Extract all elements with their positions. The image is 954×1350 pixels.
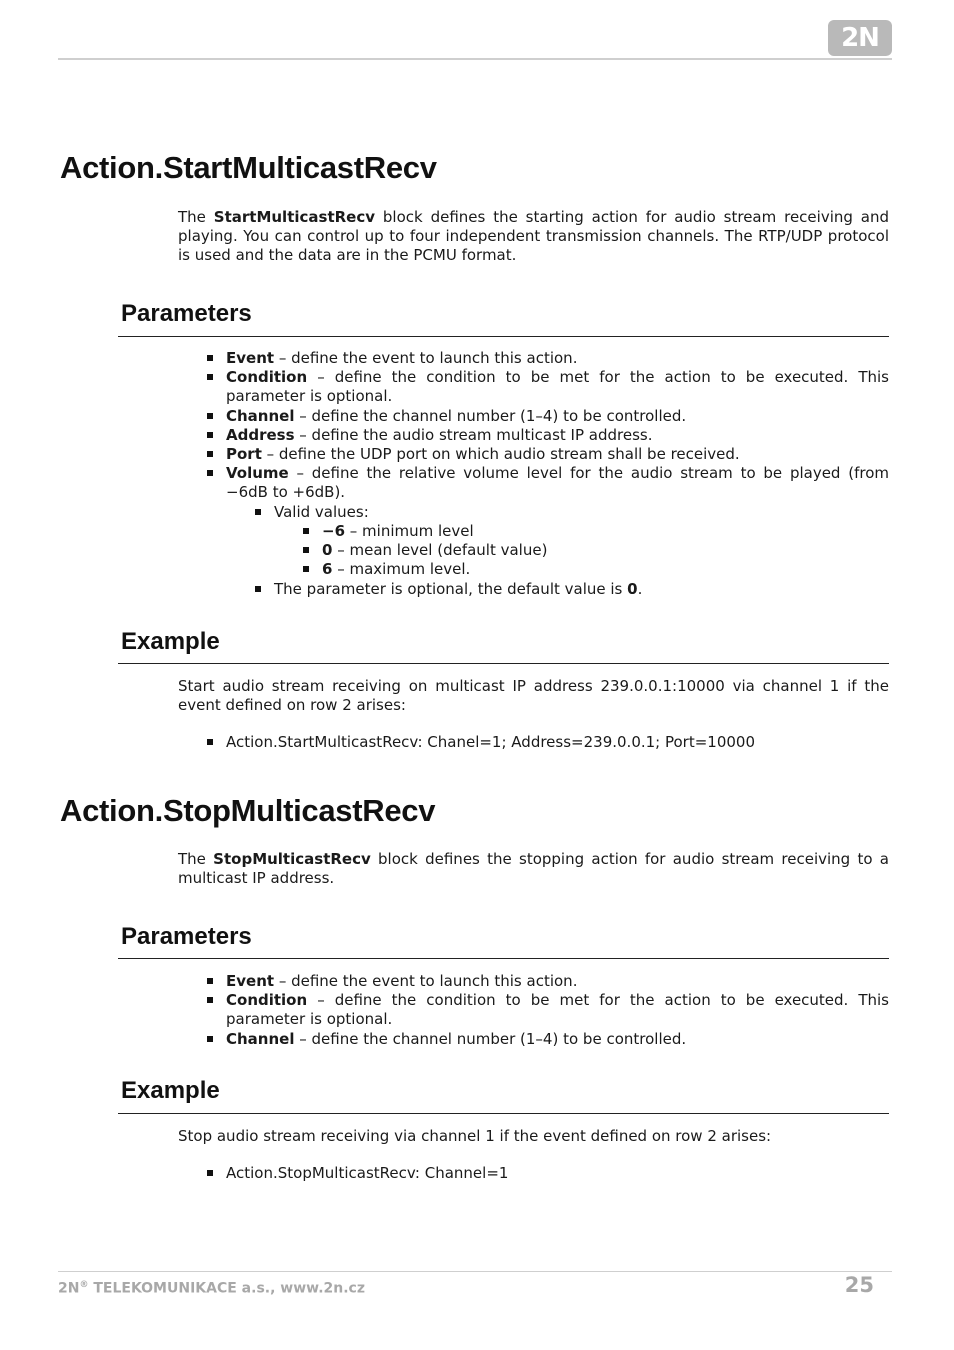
value-desc: – minimum level: [345, 522, 474, 540]
param-desc: – define the event to launch this action.: [274, 349, 578, 367]
param-desc: – define the UDP port on which audio stream shall be received.: [261, 445, 740, 464]
section-title-start: Action.StartMulticastRecv: [60, 150, 437, 185]
param-name: Event: [226, 349, 275, 367]
bullet-icon: [207, 1036, 213, 1042]
param-desc: – define the condition to be met for the action to be executed. This parameter is optional.: [226, 991, 889, 1029]
list-item: [226, 368, 889, 406]
heading-rule: [118, 1113, 889, 1114]
footer-company: [58, 1280, 365, 1297]
heading-rule: [118, 663, 889, 664]
valid-values-label: Valid values:: [274, 503, 369, 521]
header-divider: [58, 58, 892, 60]
heading-rule: [118, 958, 889, 959]
bullet-icon: [207, 470, 213, 476]
page-number: 25: [844, 1273, 874, 1297]
example-heading-stop: Example: [121, 1077, 220, 1104]
valid-values-list: [274, 503, 889, 522]
bullet-icon: [303, 566, 309, 572]
param-name: Channel: [226, 1029, 295, 1048]
bullet-icon: [207, 374, 213, 380]
bullet-icon: [303, 528, 309, 534]
footer-brand: 2N: [58, 1280, 80, 1297]
param-desc: – define the audio stream multicast IP address.: [294, 425, 653, 444]
intro-text: The: [178, 850, 214, 868]
bullet-icon: [207, 355, 213, 361]
note-text: .: [637, 580, 643, 598]
bullet-icon: [207, 451, 213, 457]
2n-logo: [828, 20, 892, 56]
example-code-list-start: [226, 733, 889, 752]
parameters-list-stop: [226, 972, 889, 1049]
list-item: [226, 1030, 889, 1049]
section-title-stop: Action.StopMulticastRecv: [60, 793, 436, 828]
list-item: [322, 522, 889, 541]
list-item: [226, 972, 889, 991]
param-name: Condition: [226, 368, 308, 387]
intro-text: The: [178, 208, 214, 226]
parameters-list-start: [226, 349, 889, 503]
intro-keyword: StartMulticastRecv: [213, 208, 376, 226]
intro-text: block defines the starting action for audio stream receiving and playing. You can control up to four independent transmission channels. The RTP/UDP protocol is used and the data are in the PCMU format.: [178, 208, 889, 265]
intro-text: block defines the stopping action for audio stream receiving to a multicast IP address.: [178, 850, 889, 888]
intro-keyword: StopMulticastRecv: [213, 850, 371, 868]
example-code: Action.StartMulticastRecv: Chanel=1; Address=239.0.0.1; Port=10000: [226, 733, 756, 751]
param-desc: – define the channel number (1–4) to be controlled.: [294, 406, 687, 425]
example-text-stop: Stop audio stream receiving via channel 1 if the event defined on row 2 arises:: [178, 1127, 772, 1145]
param-name: Volume: [226, 464, 289, 483]
example-text-start: Start audio stream receiving on multicast IP address 239.0.0.1:10000 via channel 1 if the event defined on row 2 arises:: [178, 677, 889, 715]
value-name: 6: [322, 560, 333, 579]
note-text: The parameter is optional, the default value is: [274, 580, 628, 598]
note-default-value: 0: [627, 580, 638, 598]
parameters-heading-stop: Parameters: [121, 923, 252, 950]
bullet-icon: [255, 586, 261, 592]
logo-text: 2N: [841, 23, 879, 53]
value-name: −6: [322, 522, 346, 540]
list-item: [322, 560, 889, 579]
optional-note-list: [274, 580, 889, 599]
list-item: [226, 1164, 889, 1183]
bullet-icon: [207, 413, 213, 419]
bullet-icon: [207, 978, 213, 984]
value-desc: – maximum level.: [332, 560, 471, 579]
list-item: [226, 407, 889, 426]
example-heading-start: Example: [121, 628, 220, 655]
list-item: [226, 991, 889, 1029]
param-name: Channel: [226, 406, 295, 425]
param-desc: – define the condition to be met for the action to be executed. This parameter is optional.: [226, 368, 889, 406]
footer-divider: [58, 1271, 892, 1272]
footer-company-text: TELEKOMUNIKACE a.s., www.2n.cz: [88, 1280, 365, 1297]
param-desc: – define the channel number (1–4) to be controlled.: [294, 1029, 687, 1048]
parameters-heading-start: Parameters: [121, 300, 252, 327]
param-name: Condition: [226, 991, 308, 1010]
intro-paragraph-stop: [178, 850, 889, 888]
value-name: 0: [322, 541, 333, 560]
list-item: [274, 503, 889, 522]
bullet-icon: [207, 1170, 213, 1176]
bullet-icon: [255, 509, 261, 515]
bullet-icon: [303, 547, 309, 553]
param-desc: – define the event to launch this action.: [274, 972, 578, 990]
list-item: [274, 580, 889, 599]
list-item: [226, 445, 889, 464]
bullet-icon: [207, 997, 213, 1003]
intro-paragraph-start: [178, 208, 889, 266]
value-desc: – mean level (default value): [332, 541, 548, 560]
param-name: Address: [226, 425, 295, 444]
list-item: [322, 541, 889, 560]
list-item: [226, 349, 889, 368]
list-item: [226, 733, 889, 752]
bullet-icon: [207, 432, 213, 438]
heading-rule: [118, 336, 889, 337]
bullet-icon: [207, 739, 213, 745]
param-desc: – define the relative volume level for the audio stream to be played (from −6dB to +6dB).: [226, 464, 889, 502]
example-code-list-stop: [226, 1164, 889, 1183]
param-name: Event: [226, 972, 275, 990]
registered-mark: ®: [79, 1280, 89, 1290]
list-item: [226, 464, 889, 502]
example-code: Action.StopMulticastRecv: Channel=1: [226, 1164, 509, 1182]
list-item: [226, 426, 889, 445]
valid-values-sublist: [322, 522, 889, 580]
param-name: Port: [226, 445, 262, 464]
